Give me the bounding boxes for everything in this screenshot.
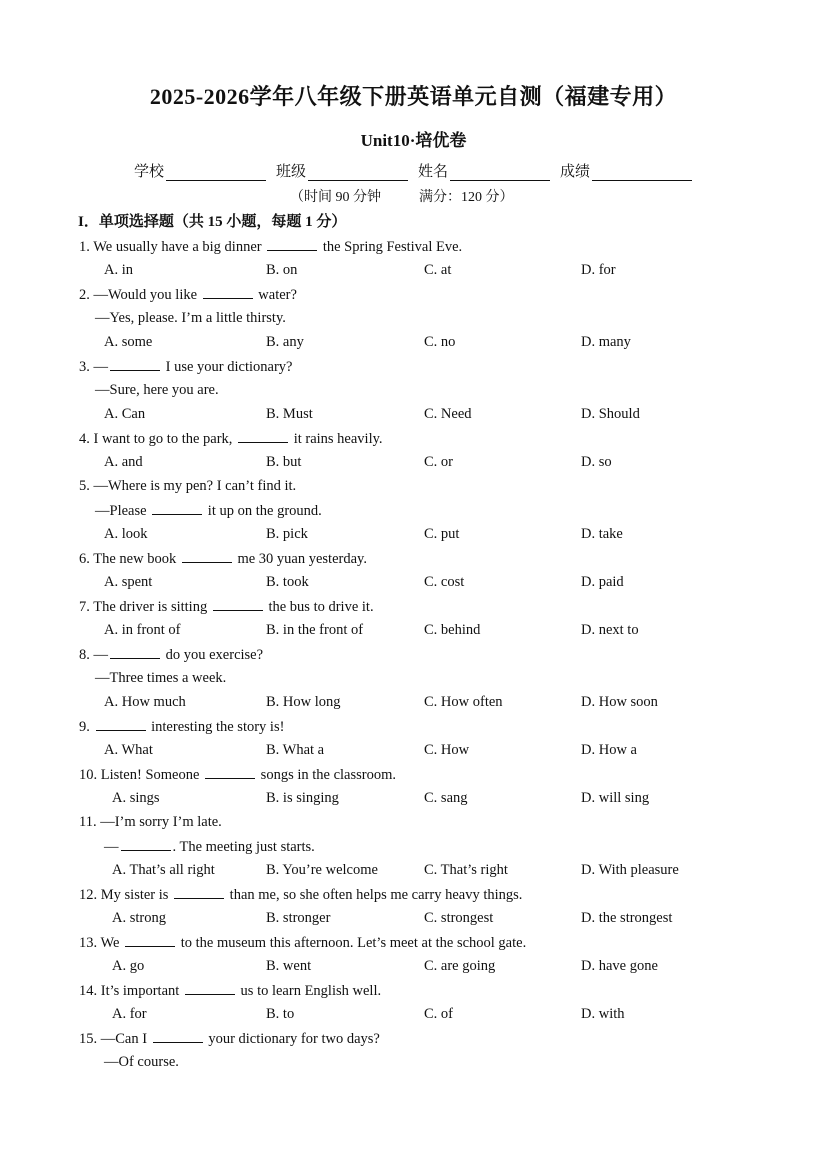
question-text: — [104,839,119,855]
question-text: 4. I want to go to the park, [79,431,237,447]
question-text: songs in the classroom. [257,767,396,783]
question-10-option-c[interactable]: C. sang [424,790,468,806]
question-text: 8. — [79,647,108,663]
question-8-line-1 [79,644,263,665]
question-1-option-c[interactable]: C. at [424,262,452,278]
question-text: 15. —Can I [79,1031,151,1047]
question-12-option-b[interactable]: B. stronger [266,910,331,926]
section-heading: I．单项选择题（共 15 小题，每题 1 分） [78,214,347,230]
question-text: 2. —Would you like [79,287,201,303]
question-2-option-a[interactable]: A. some [104,334,153,350]
question-14-option-d[interactable]: D. with [581,1006,625,1022]
question-15-line-1 [79,1028,380,1049]
question-3-option-a[interactable]: A. Can [104,406,146,422]
question-1-option-b[interactable]: B. on [266,262,298,278]
question-9-option-a[interactable]: A. What [104,742,153,758]
question-13-option-a[interactable]: A. go [112,958,145,974]
score-field[interactable] [560,160,692,181]
question-6-option-b[interactable]: B. took [266,574,309,590]
answer-blank[interactable] [96,716,146,731]
question-3-option-b[interactable]: B. Must [266,406,313,422]
answer-blank[interactable] [110,644,160,659]
question-3-option-c[interactable]: C. Need [424,406,472,422]
question-text: . The meeting just starts. [172,839,315,855]
question-15-line-2 [104,1052,179,1072]
time-score-row [290,186,514,206]
question-4-option-c[interactable]: C. or [424,454,453,470]
question-14-option-a[interactable]: A. for [112,1006,147,1022]
question-6-option-c[interactable]: C. cost [424,574,465,590]
question-4-line-1 [79,428,383,449]
question-5-line-1 [79,476,296,496]
question-text: —Three times a week. [95,670,227,686]
question-text: —Please [95,503,151,519]
question-4-option-a[interactable]: A. and [104,454,143,470]
question-11-line-2 [104,836,315,857]
answer-blank[interactable] [213,596,263,611]
question-text: 1. We usually have a big dinner [79,239,266,255]
question-4-option-d[interactable]: D. so [581,454,612,470]
question-1-line-1 [79,236,462,257]
question-12-option-d[interactable]: D. the strongest [581,910,673,926]
question-7-line-1 [79,596,374,617]
question-13-line-1 [79,932,526,953]
question-10-option-a[interactable]: A. sings [112,790,160,806]
question-11-option-c[interactable]: C. That’s right [424,862,508,878]
question-text: do you exercise? [162,647,264,663]
answer-blank[interactable] [185,980,235,995]
question-8-option-b[interactable]: B. How long [266,694,341,710]
time-limit: （时间 90 分钟 [290,190,381,205]
question-2-line-1 [79,284,297,305]
question-text: the Spring Festival Eve. [319,239,463,255]
question-8-option-a[interactable]: A. How much [104,694,186,710]
question-10-line-1 [79,764,396,785]
question-14-option-b[interactable]: B. to [266,1006,295,1022]
question-text: to the museum this afternoon. Let’s meet at the school gate. [177,935,527,951]
question-text: 12. My sister is [79,887,173,903]
question-12-option-a[interactable]: A. strong [112,910,166,926]
question-8-line-2 [95,668,226,688]
question-text: than me, so she often helps me carry heavy things. [226,887,523,903]
student-info-row [0,160,827,184]
answer-blank[interactable] [203,284,253,299]
question-11-option-a[interactable]: A. That’s all right [112,862,215,878]
answer-blank[interactable] [174,884,224,899]
question-12-option-c[interactable]: C. strongest [424,910,494,926]
question-text: 10. Listen! Someone [79,767,204,783]
question-13-option-c[interactable]: C. are going [424,958,496,974]
question-11-line-1 [79,812,222,832]
answer-blank[interactable] [267,236,317,251]
question-text: it up on the ground. [204,503,322,519]
answer-blank[interactable] [238,428,288,443]
question-14-line-1 [79,980,381,1001]
question-text: water? [254,287,297,303]
question-9-option-c[interactable]: C. How [424,742,470,758]
answer-blank[interactable] [152,500,202,515]
question-text: —Sure, here you are. [95,382,219,398]
exam-title: 2025-2026学年八年级下册英语单元自测（福建专用） [149,84,678,109]
question-10-option-d[interactable]: D. will sing [581,790,650,806]
question-1-option-a[interactable]: A. in [104,262,133,278]
school-label: 学校 [134,164,165,180]
question-7-option-a[interactable]: A. in front of [104,622,181,638]
question-5-option-c[interactable]: C. put [424,526,460,542]
question-text: me 30 yuan yesterday. [233,551,367,567]
question-4-option-b[interactable]: B. but [266,454,302,470]
exam-subtitle: Unit10·培优卷 [360,131,467,150]
question-text: 13. We [79,935,124,951]
question-6-option-a[interactable]: A. spent [104,574,153,590]
question-9-option-d[interactable]: D. How a [581,742,637,758]
score-blank[interactable] [592,162,692,181]
question-1-option-d[interactable]: D. for [581,262,616,278]
question-5-option-b[interactable]: B. pick [266,526,308,542]
school-blank[interactable] [166,162,266,181]
question-10-option-b[interactable]: B. is singing [266,790,339,806]
question-9-line-1 [79,716,284,737]
question-text: 9. [79,719,94,735]
question-5-option-a[interactable]: A. look [104,526,148,542]
question-2-line-2 [95,308,286,328]
question-13-option-b[interactable]: B. went [266,958,312,974]
question-5-option-d[interactable]: D. take [581,526,623,542]
class-blank[interactable] [308,162,408,181]
question-8-option-c[interactable]: C. How often [424,694,503,710]
question-8-option-d[interactable]: D. How soon [581,694,658,710]
question-text: 14. It’s important [79,983,183,999]
question-text: 7. The driver is sitting [79,599,211,615]
question-11-option-d[interactable]: D. With pleasure [581,862,679,878]
question-text: 5. —Where is my pen? I can’t find it. [79,478,297,494]
name-blank[interactable] [450,162,550,181]
answer-blank[interactable] [205,764,255,779]
question-2-option-d[interactable]: D. many [581,334,631,350]
question-text: 11. —I’m sorry I’m late. [79,814,222,830]
class-field[interactable] [276,160,408,181]
question-text: your dictionary for two days? [204,1031,380,1047]
question-14-option-c[interactable]: C. of [424,1006,453,1022]
question-2-option-c[interactable]: C. no [424,334,456,350]
answer-blank[interactable] [125,932,175,947]
question-3-line-2 [95,380,219,400]
question-text: —Yes, please. I’m a little thirsty. [95,310,286,326]
question-3-option-d[interactable]: D. Should [581,406,640,422]
question-text: interesting the story is! [147,719,285,735]
question-text: 6. The new book [79,551,180,567]
question-7-option-c[interactable]: C. behind [424,622,481,638]
question-9-option-b[interactable]: B. What a [266,742,325,758]
question-6-option-d[interactable]: D. paid [581,574,624,590]
question-13-option-d[interactable]: D. have gone [581,958,658,974]
class-label: 班级 [276,164,307,180]
question-6-line-1 [79,548,367,569]
score-label: 成绩 [560,164,591,180]
name-field[interactable] [418,160,550,181]
question-2-option-b[interactable]: B. any [266,334,304,350]
name-label: 姓名 [418,164,449,180]
answer-blank[interactable] [153,1028,203,1043]
question-text: I use your dictionary? [162,359,293,375]
question-text: the bus to drive it. [264,599,374,615]
question-text: it rains heavily. [290,431,383,447]
question-text: —Of course. [104,1054,179,1070]
answer-blank[interactable] [110,356,160,371]
answer-blank[interactable] [121,836,171,851]
question-11-option-b[interactable]: B. You’re welcome [266,862,378,878]
question-5-line-2 [95,500,322,521]
question-3-line-1 [79,356,292,377]
full-score: 满分：120 分） [419,190,514,205]
school-field[interactable] [134,160,266,181]
question-text: us to learn English well. [236,983,382,999]
question-7-option-b[interactable]: B. in the front of [266,622,364,638]
answer-blank[interactable] [182,548,232,563]
question-12-line-1 [79,884,522,905]
question-7-option-d[interactable]: D. next to [581,622,639,638]
question-text: 3. — [79,359,108,375]
